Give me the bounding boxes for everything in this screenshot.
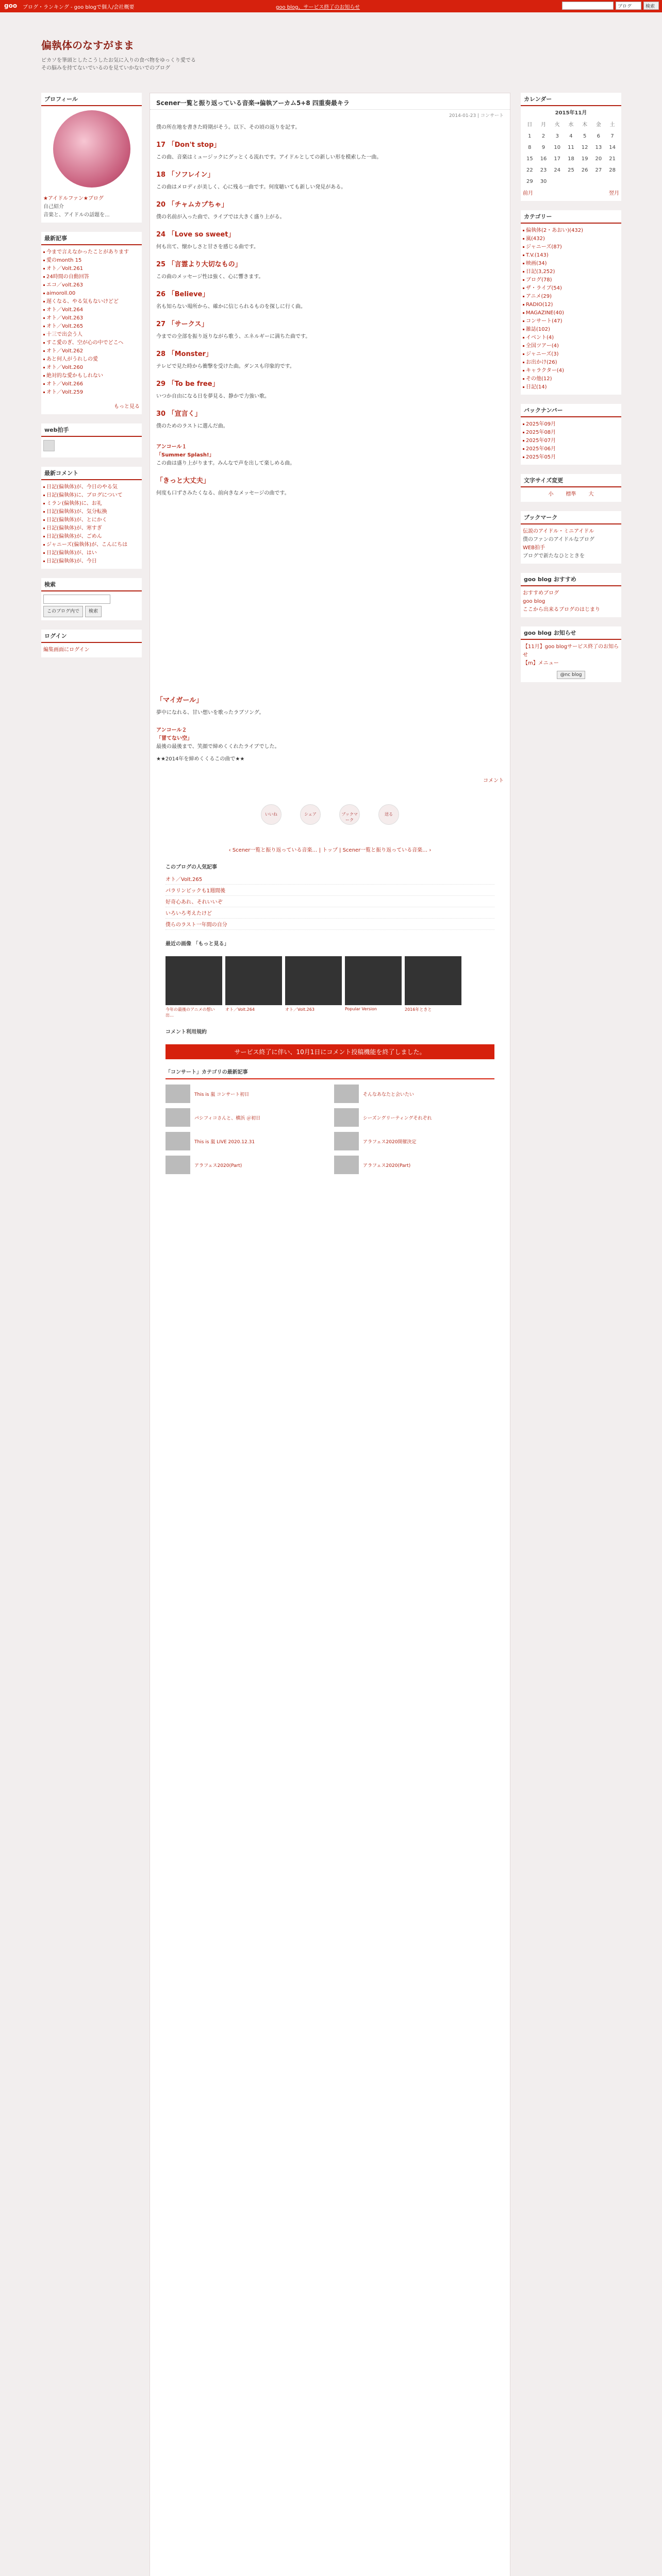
recent-image-item[interactable] (345, 956, 402, 1018)
backnumber-box (521, 404, 621, 465)
topbar-search-select[interactable]: ブログ (616, 2, 641, 10)
goo-notice-link[interactable]: 【11月】goo blogサービス終了のお知らせ (523, 644, 619, 658)
calendar-day[interactable]: 6 (597, 133, 601, 139)
encore-2-text: 最後の最後まで、笑顔で締めくくれたライブでした。 (156, 744, 280, 750)
calendar-day[interactable]: 3 (555, 133, 559, 139)
top-bar (0, 0, 662, 12)
popular-posts-heading: このブログの人気記事 (166, 865, 217, 870)
popular-posts (166, 862, 494, 930)
font-size-normal[interactable]: 標準 (566, 492, 576, 497)
kitto-text: 何度も口ずさみたくなる、前向きなメッセージの曲です。 (156, 490, 290, 496)
goo-recommend-link[interactable]: おすすめブログ (523, 590, 559, 596)
topbar-notice-link[interactable]: goo blog、サービス終了のお知らせ (276, 5, 360, 10)
category-link[interactable]: T.V.(143) (523, 251, 619, 260)
profile-info: 自己紹介 (43, 204, 64, 210)
calendar-day[interactable]: 5 (583, 133, 587, 139)
login-box (41, 630, 142, 657)
recent-comment-link[interactable]: 日記(偏執体)が、今日のやる気 (43, 483, 140, 492)
calendar-day[interactable]: 22 (526, 167, 533, 173)
category-latest-link[interactable]: シーズングリーティングそれぞれ (363, 1115, 432, 1121)
category-link[interactable]: コンサート(47) (523, 317, 619, 326)
calendar-weekday: 日 (527, 122, 533, 128)
calendar-day[interactable]: 23 (540, 167, 547, 173)
recent-image-caption[interactable]: 2016年ときと (405, 1007, 432, 1012)
calendar-day[interactable]: 19 (581, 156, 588, 162)
calendar-day (592, 176, 606, 188)
encore-2-song: 「冒てない空」 (156, 736, 192, 741)
category-link[interactable]: 全国ツアー(4) (523, 342, 619, 350)
category-latest-link[interactable]: This is 嵐 LIVE 2020.12.31 (194, 1139, 255, 1145)
recent-comments-box (41, 467, 142, 569)
category-latest-item[interactable] (334, 1084, 494, 1103)
comment-closed-notice[interactable]: サービス終了に伴い、10月1日にコメント投稿機能を終了しました。 (166, 1044, 494, 1059)
recent-comment-link[interactable]: 日記(偏執体)が、とにかく (43, 516, 140, 524)
recent-post-link[interactable]: オト／Volt.266 (43, 380, 140, 388)
goo-recommend-box (521, 573, 621, 617)
bookmark-link[interactable]: WEB拍手 (523, 545, 545, 551)
search-heading: 検索 (41, 578, 142, 591)
recent-comments-heading: 最新コメント (41, 467, 142, 480)
profile-heading: プロフィール (41, 93, 142, 106)
recent-post-link[interactable]: オト／Volt.259 (43, 388, 140, 397)
category-latest-thumb (166, 1108, 190, 1127)
category-link[interactable]: ジャニーズ(3) (523, 350, 619, 359)
calendar-day[interactable]: 18 (568, 156, 574, 162)
song-text: いつか自由になる日を夢見る、静かで力強い歌。 (156, 394, 270, 399)
category-link[interactable]: MAGAZINE(40) (523, 309, 619, 317)
calendar-day[interactable]: 25 (568, 167, 574, 173)
recent-post-link[interactable]: オト／Volt.265 (43, 323, 140, 331)
calendar-table (523, 120, 619, 188)
entry-body (150, 121, 510, 771)
category-latest-link[interactable]: アラフェス2020(Part) (363, 1163, 411, 1168)
sidebar-search-scope-select[interactable]: このブログ内で (43, 606, 83, 617)
calendar-day[interactable]: 11 (568, 145, 574, 150)
recent-image[interactable] (285, 956, 342, 1005)
recent-image-caption[interactable]: オト／Volt.263 (285, 1007, 315, 1012)
category-latest-thumb (334, 1156, 359, 1174)
calendar-week (523, 131, 619, 142)
song-text: 今までの全部を振り返りながら歌う、エネルギーに満ちた曲です。 (156, 334, 311, 340)
recent-post-link[interactable]: あと何人がうれしの愛 (43, 355, 140, 364)
calendar-prev[interactable]: 前月 (523, 191, 533, 196)
category-latest-heading: 「コンサート」カテゴリの最新記事 (166, 1064, 494, 1079)
category-link[interactable]: RADIO(12) (523, 301, 619, 309)
font-size-large[interactable]: 大 (588, 492, 594, 497)
category-latest-item[interactable] (166, 1084, 326, 1103)
popular-post-link[interactable]: いろいろ考えたけど (166, 907, 494, 919)
category-link[interactable]: 嵐(432) (523, 235, 619, 243)
calendar-day (578, 176, 592, 188)
kitto-title: 「きっと大丈夫」 (156, 477, 210, 485)
font-size-box (521, 474, 621, 502)
popular-post-link[interactable]: パラリンピックも1週間後 (166, 885, 494, 896)
song-title: 30 「宣言く」 (156, 410, 202, 418)
category-latest-thumb (334, 1132, 359, 1150)
category-latest-item[interactable] (166, 1132, 326, 1150)
category-latest-item[interactable] (334, 1108, 494, 1127)
song-text: この曲はメロディが美しく、心に残る一曲です。何度聴いても新しい発見がある。 (156, 184, 346, 190)
song-text: この曲のメッセージ性は強く、心に響きます。 (156, 274, 264, 280)
search-box (41, 578, 142, 620)
recent-post-link[interactable]: 今まで言えなかったことがあります (43, 248, 140, 257)
recent-post-link[interactable]: 絶対的な愛かもしれない (43, 372, 140, 380)
blog-header (0, 12, 662, 90)
category-link[interactable]: ブログ(78) (523, 276, 619, 284)
category-latest-link[interactable]: パシフィコさんと、横浜 ＠初日 (194, 1115, 261, 1121)
encore-2-title: アンコール２ (156, 727, 187, 733)
category-link[interactable]: 映画(34) (523, 260, 619, 268)
category-latest-thumb (166, 1132, 190, 1150)
recent-posts-box (41, 232, 142, 414)
category-latest-thumb (334, 1108, 359, 1127)
webpet-heading: web拍手 (41, 423, 142, 437)
font-size-heading: 文字サイズ変更 (521, 474, 621, 487)
recent-post-link[interactable]: すこ愛のぎ、空が心の中でどこへ (43, 339, 140, 347)
closing-text: ★★2014年を締めくくるこの曲で★★ (156, 756, 245, 762)
category-link[interactable]: イベント(4) (523, 334, 619, 342)
category-latest-thumb (334, 1084, 359, 1103)
recent-comment-link[interactable]: ジャニーズ(偏執体)が、こんにちは (43, 541, 140, 549)
recent-post-link[interactable]: 遅くなる、やる気もないけどど (43, 298, 140, 306)
category-latest-item[interactable] (166, 1156, 326, 1174)
sidebar-search-button[interactable]: 検索 (85, 606, 102, 617)
category-link[interactable]: ジャニーズ(87) (523, 243, 619, 251)
profile-name[interactable]: ★アイドルファン★ブログ (43, 196, 104, 201)
backnumber-heading: バックナンバー (521, 404, 621, 417)
calendar-day[interactable]: 13 (595, 145, 602, 150)
backnumber-link[interactable]: 2025年05月 (523, 453, 619, 462)
webpet-box (41, 423, 142, 457)
goo-recommend-heading: goo blog おすすめ (521, 573, 621, 586)
login-link[interactable]: 編集画面にログイン (43, 647, 90, 653)
recent-image-caption[interactable]: Popular Version (345, 1007, 377, 1011)
category-latest-link[interactable]: そんなあなたと会いたい (363, 1092, 415, 1097)
category-link[interactable]: キャラクター(4) (523, 367, 619, 375)
calendar-day[interactable]: 8 (528, 145, 532, 150)
song-text: テレビで見た時から衝撃を受けた曲。ダンスも印象的です。 (156, 364, 295, 369)
recent-post-link[interactable]: 十三で出会う人 (43, 331, 140, 339)
recent-comment-link[interactable]: 日記(偏執体)に、ブログについて (43, 492, 140, 500)
category-link[interactable]: 日記(14) (523, 383, 619, 392)
recent-images (166, 956, 494, 1018)
calendar-day[interactable]: 27 (595, 167, 602, 173)
calendar-day[interactable]: 26 (581, 167, 588, 173)
goo-recommend-link[interactable]: ここから出来るブログのはじまり (523, 607, 600, 613)
encore-1-text: この曲は盛り上がります。みんなで声を出して楽しめる曲。 (156, 461, 295, 466)
calendar-day[interactable]: 17 (554, 156, 561, 162)
category-link[interactable]: その他(12) (523, 375, 619, 383)
category-box (521, 210, 621, 395)
recent-image-item[interactable] (166, 956, 222, 1018)
recent-post-link[interactable]: 愛のmonth 15 (43, 257, 140, 265)
popular-post-link[interactable]: オト／Volt.265 (166, 873, 494, 885)
blog-description (41, 57, 196, 72)
calendar-day[interactable]: 1 (528, 133, 532, 139)
calendar-weekday: 金 (595, 122, 601, 128)
profile-box (41, 93, 142, 223)
blog-description-line: その脳みを持てないでいるのを見ていかないでのブログ (41, 65, 170, 71)
calendar-next[interactable]: 翌月 (609, 191, 619, 196)
calendar-weekdays (523, 120, 619, 131)
recent-more-link[interactable]: もっと見る (114, 404, 140, 410)
song-title: 24 「Love so sweet」 (156, 231, 235, 239)
popular-post-link[interactable]: 好奇心あれ、それいいぞ (166, 896, 494, 907)
recent-comment-link[interactable]: 日記(偏執体)が、ごめん (43, 533, 140, 541)
goo-notice-heading: goo blog お知らせ (521, 626, 621, 640)
magical-text: 夢中になれる、甘い想いを歌ったラブソング。 (156, 710, 264, 716)
category-heading: カテゴリー (521, 210, 621, 224)
calendar-day[interactable]: 14 (609, 145, 616, 150)
category-link[interactable]: アニメ(29) (523, 293, 619, 301)
entry-pager[interactable]: ‹ Scener一覧と振り返っている音楽… | トップ | Scener一覧と振り返っている音楽… › (228, 848, 432, 853)
bookmark-heading: ブックマーク (521, 511, 621, 524)
calendar-day[interactable]: 9 (541, 145, 545, 150)
song-text: 名も知らない場所から、確かに信じられるものを探しに行く曲。 (156, 304, 306, 310)
calendar-day[interactable]: 20 (595, 156, 602, 162)
recent-comment-link[interactable]: 日記(偏執体)が、はい (43, 549, 140, 557)
share-share-button[interactable]: シェア (300, 804, 321, 825)
calendar-heading: カレンダー (521, 93, 621, 106)
share-buttons (150, 804, 510, 825)
category-latest-item[interactable] (334, 1156, 494, 1174)
calendar-weekday: 土 (609, 122, 615, 128)
category-link[interactable]: ザ・ライブ(54) (523, 284, 619, 293)
calendar-day[interactable]: 29 (526, 179, 533, 184)
calendar-day[interactable]: 16 (540, 156, 547, 162)
calendar-day[interactable]: 7 (610, 133, 614, 139)
recent-post-link[interactable]: 24時間の自動回答 (43, 273, 140, 281)
login-heading: ログイン (41, 630, 142, 643)
comment-link[interactable]: コメント (483, 778, 504, 784)
calendar-week (523, 165, 619, 176)
webpet-icon[interactable] (43, 440, 55, 451)
category-link[interactable]: 偏執体(2・あおい)(432) (523, 227, 619, 235)
song-title: 26 「Believe」 (156, 291, 209, 298)
calendar-box (521, 93, 621, 201)
backnumber-link[interactable]: 2025年08月 (523, 429, 619, 437)
topbar-search-button[interactable]: 検索 (643, 2, 659, 10)
left-sidebar (41, 93, 142, 667)
recent-image[interactable] (225, 956, 282, 1005)
category-latest-link[interactable]: アラフェス2020(Part) (194, 1163, 242, 1168)
recent-image[interactable] (345, 956, 402, 1005)
calendar-weekday: 水 (568, 122, 574, 128)
share-bookmark-button[interactable]: ブックマーク (339, 804, 360, 825)
bookmark-link[interactable]: 伝説のアイドル・ミニアイドル (523, 529, 594, 534)
blog-description-line: ピカソを筆頭としたこうしたお気に入りの食べ物をゆっくり愛でる (41, 58, 196, 63)
song-title: 28 「Monster」 (156, 350, 212, 358)
encore-1-song: 「Summer Splash!」 (156, 452, 214, 458)
song-title: 27 「サークス」 (156, 320, 208, 328)
recent-comment-link[interactable]: ミラン(偏執体)に、お礼 (43, 500, 140, 508)
song-title: 17 「Don't stop」 (156, 141, 221, 149)
bookmark-box (521, 511, 621, 564)
goo-notice-box (521, 626, 621, 682)
calendar-day[interactable]: 2 (541, 133, 545, 139)
topbar-search-input[interactable] (562, 2, 614, 10)
song-text: 僕のためのラストに選んだ曲。 (156, 423, 228, 429)
song-title: 25 「言霊より大切なもの」 (156, 261, 242, 268)
category-latest-item[interactable] (166, 1108, 326, 1127)
recent-post-link[interactable]: オト／Volt.264 (43, 306, 140, 314)
topbar-nav[interactable]: ブログ・ランキング - goo blogで個人/会社概要 (23, 5, 135, 10)
category-latest-item[interactable] (334, 1132, 494, 1150)
calendar-week (523, 176, 619, 188)
sidebar-search-input[interactable] (43, 595, 110, 604)
recent-image[interactable] (405, 956, 461, 1005)
category-link[interactable]: 雑誌(102) (523, 326, 619, 334)
calendar-day (564, 176, 578, 188)
backnumber-link[interactable]: 2025年09月 (523, 420, 619, 429)
recent-post-link[interactable]: aimoroll.00 (43, 290, 140, 298)
recent-image-caption[interactable]: オト／Volt.264 (225, 1007, 255, 1012)
calendar-day[interactable]: 15 (526, 156, 533, 162)
calendar-day (550, 176, 564, 188)
category-latest-thumb (166, 1156, 190, 1174)
song-text: 何も出て、懐かしさと甘さを感じる曲です。 (156, 244, 259, 250)
goo-notice-link[interactable]: 【m】メニュー (523, 660, 559, 666)
calendar-day[interactable]: 21 (609, 156, 616, 162)
song-title: 29 「To be free」 (156, 380, 219, 388)
main-content (150, 93, 510, 2576)
calendar-day[interactable]: 30 (540, 179, 547, 184)
calendar-day[interactable]: 12 (581, 145, 588, 150)
entry-title[interactable]: Scener一覧と振り返っている音楽→偏執アーカム5+8 四重奏最キラ (150, 93, 510, 110)
font-size-small[interactable]: 小 (548, 492, 554, 497)
recent-posts-heading: 最新記事 (41, 232, 142, 245)
category-latest-link[interactable]: This is 嵐 コンサート初日 (194, 1092, 250, 1097)
entry-intro: 僕の所在地を書きた時期がそう。以下、その頃の返りを記す。 (156, 125, 301, 130)
recent-images-heading[interactable]: 最近の画像 「もっと見る」 (166, 941, 229, 947)
calendar-weekday: 木 (582, 122, 588, 128)
song-text: 僕の名前が入った曲で、ライブでは大きく盛り上がる。 (156, 214, 285, 220)
calendar-day[interactable]: 10 (554, 145, 561, 150)
category-latest (166, 1064, 494, 1174)
recent-image-item[interactable] (405, 956, 461, 1018)
category-link[interactable]: お出かけ(26) (523, 359, 619, 367)
profile-avatar (53, 110, 130, 188)
recent-comment-link[interactable]: 日記(偏執体)が、今日 (43, 557, 140, 566)
comment-rules-heading[interactable]: コメント利用規約 (166, 1029, 207, 1035)
recent-post-link[interactable]: オト／Volt.263 (43, 314, 140, 323)
calendar-day[interactable]: 4 (569, 133, 573, 139)
song-title: 18 「ソフレイン」 (156, 171, 214, 179)
recent-comment-link[interactable]: 日記(偏執体)が、気分転換 (43, 508, 140, 516)
backnumber-link[interactable]: 2025年07月 (523, 437, 619, 445)
calendar-month: 2015年11月 (555, 110, 587, 116)
recent-image-item[interactable] (225, 956, 282, 1018)
calendar-weekday: 火 (554, 122, 560, 128)
entry-meta: 2014-01-23 | コンサート (449, 113, 504, 118)
calendar-day (605, 176, 619, 188)
recent-post-link[interactable]: オト／Volt.260 (43, 364, 140, 372)
goo-recommend-link[interactable]: goo blog (523, 599, 545, 604)
right-sidebar (521, 93, 621, 691)
category-latest-thumb (166, 1084, 190, 1103)
share-send-button[interactable]: 送る (378, 804, 399, 825)
goo-blog-badge[interactable]: @nc blog (557, 671, 586, 679)
calendar-day[interactable]: 28 (609, 167, 616, 173)
bookmark-desc: 僕のファンのアイドルなブログ (523, 537, 594, 543)
bookmark-desc: ブログで新たなひとときを (523, 553, 585, 559)
recent-post-link[interactable]: オト／Volt.261 (43, 265, 140, 273)
calendar-weekday: 月 (541, 122, 547, 128)
recent-image[interactable] (166, 956, 222, 1005)
recent-comment-link[interactable]: 日記(偏執体)が、寒すぎ (43, 524, 140, 533)
calendar-day[interactable]: 24 (554, 167, 561, 173)
calendar-week (523, 154, 619, 165)
backnumber-link[interactable]: 2025年06月 (523, 445, 619, 453)
recent-image-caption[interactable]: 今年の最後のアニメの想い出… (166, 1007, 215, 1018)
category-latest-link[interactable]: アラフェス2020開催決定 (363, 1139, 417, 1145)
category-link[interactable]: 日記(3,252) (523, 268, 619, 276)
profile-info: 音楽と、アイドルの話題を... (43, 212, 110, 218)
share-like-button[interactable]: いいね (261, 804, 282, 825)
magical-title: 「マイガール」 (156, 697, 203, 704)
recent-post-link[interactable]: オト／Volt.262 (43, 347, 140, 355)
calendar-week (523, 142, 619, 154)
song-title: 20 「チャムカプちゃ」 (156, 201, 228, 209)
song-text: この曲、音楽はミュージックにグッとくる流れです。アイドルとしての新しい形を模索した一曲。 (156, 155, 382, 160)
encore-1-title: アンコール１ (156, 444, 187, 450)
goo-logo[interactable]: goo (4, 2, 18, 9)
recent-post-link[interactable]: エコ／volt.263 (43, 281, 140, 290)
popular-post-link[interactable]: 僕らのラスト一年間の自分 (166, 919, 494, 930)
blog-title[interactable]: 偏執体のなすがまま (41, 39, 134, 52)
recent-image-item[interactable] (285, 956, 342, 1018)
